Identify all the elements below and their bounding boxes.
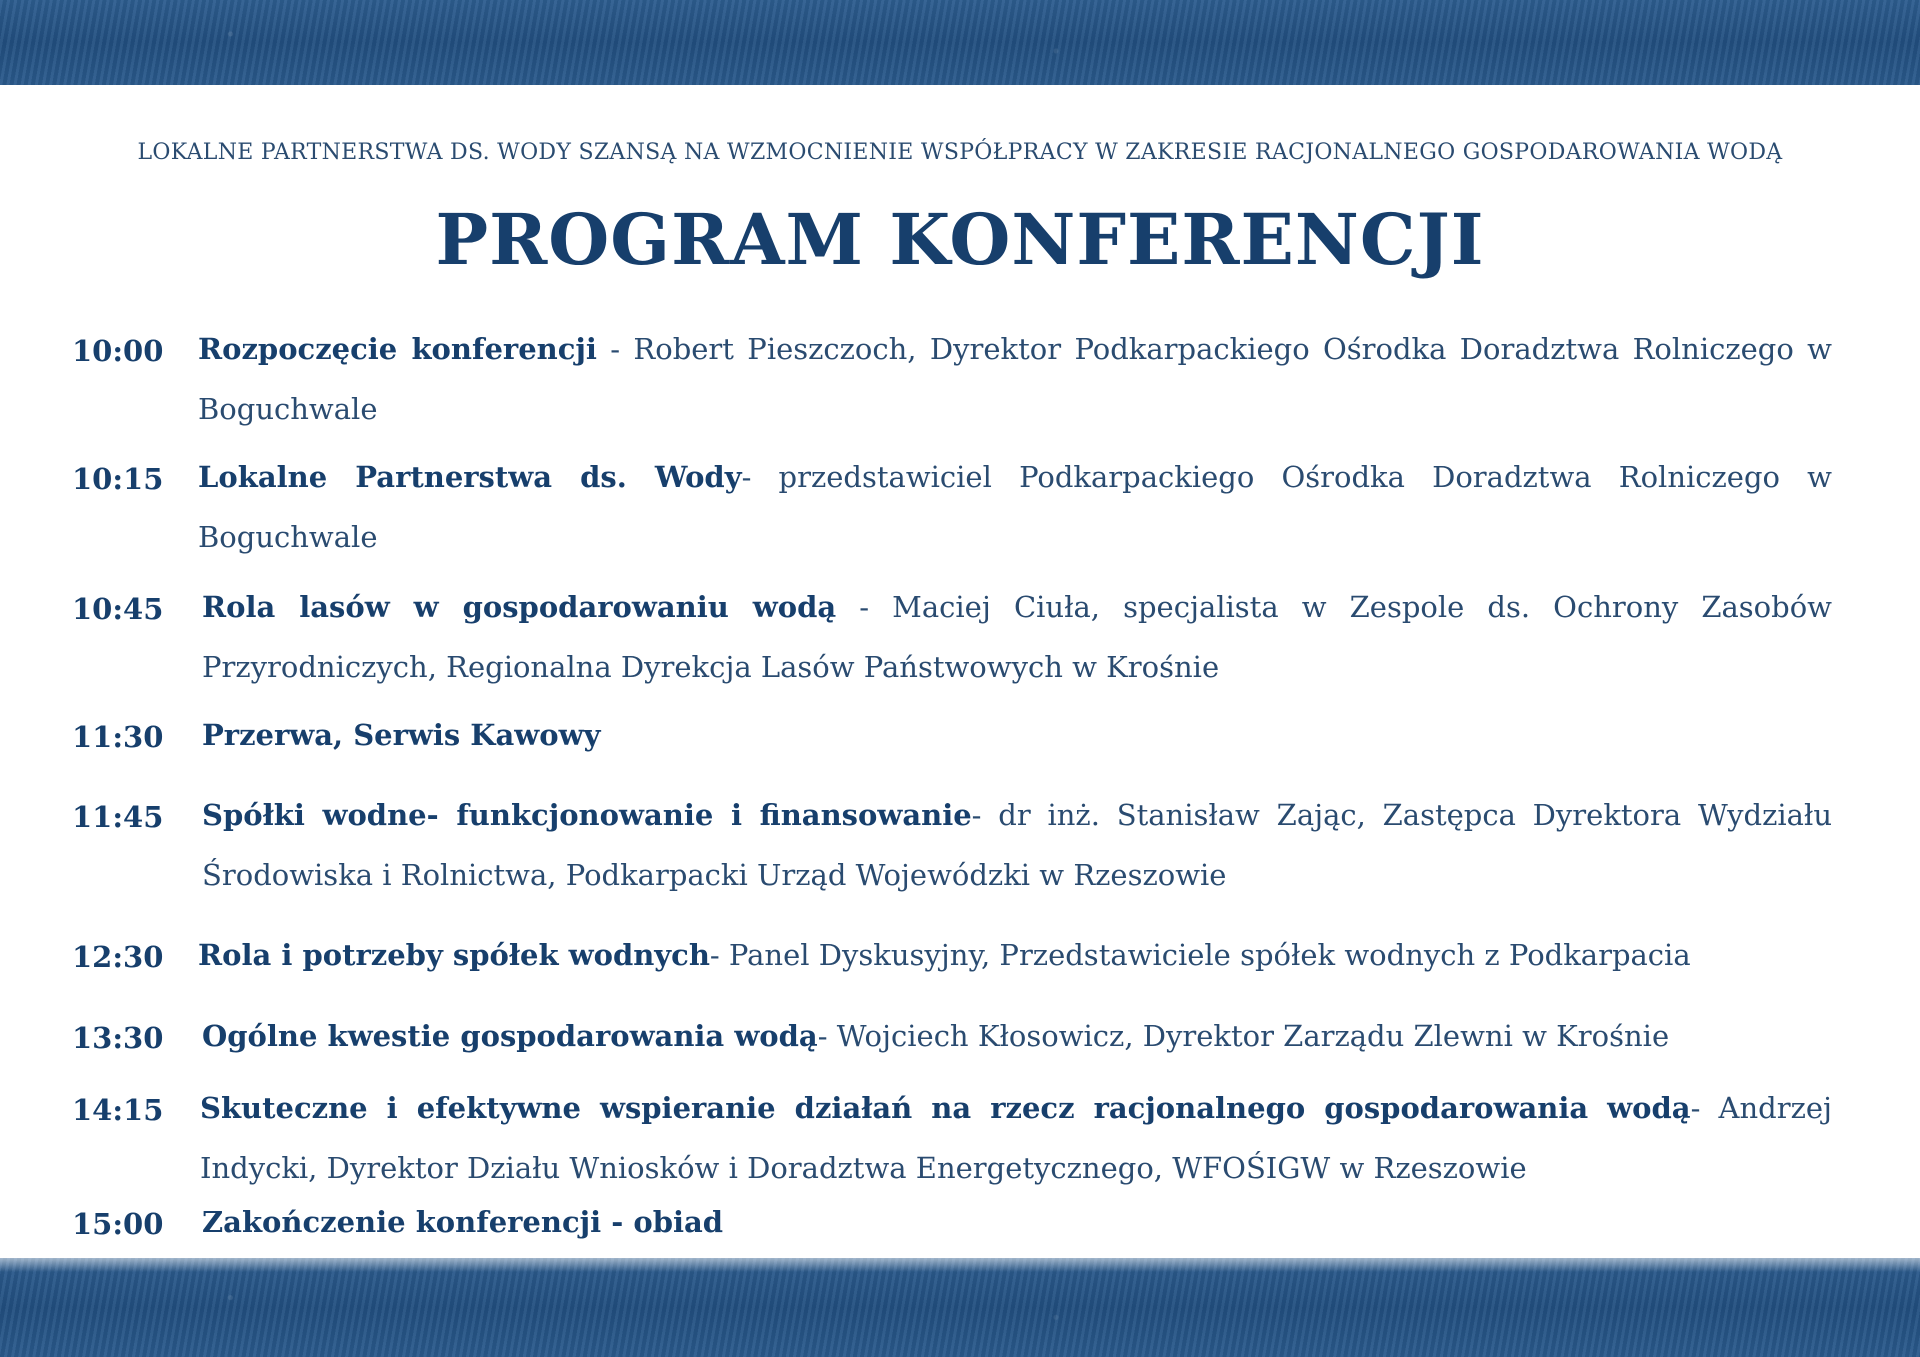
agenda-topic: Rola lasów w gospodarowaniu wodą: [202, 590, 837, 624]
agenda-time: 15:00: [72, 1207, 164, 1241]
agenda-topic: Spółki wodne- funkcjonowanie i finansowanie: [202, 798, 972, 832]
agenda-time: 10:15: [72, 462, 164, 496]
agenda-time: 11:30: [72, 720, 164, 754]
agenda-time: 10:45: [72, 592, 164, 626]
agenda-text: [202, 705, 1832, 765]
page-title: PROGRAM KONFERENCJI: [435, 198, 1485, 281]
agenda-time: 11:45: [72, 800, 164, 834]
agenda-text: [198, 447, 1832, 567]
agenda-text: [198, 925, 1848, 985]
agenda-details: - Wojciech Kłosowicz, Dyrektor Zarządu Zlewni w Krośnie: [817, 1019, 1670, 1053]
agenda-topic: Skuteczne i efektywne wspieranie działań na rzecz racjonalnego gospodarowania wodą: [200, 1091, 1691, 1125]
agenda-topic: Rola i potrzeby spółek wodnych: [198, 938, 710, 972]
agenda-time: 14:15: [72, 1093, 164, 1127]
agenda-time: 12:30: [72, 940, 164, 974]
agenda-time: 10:00: [72, 334, 164, 368]
conference-subtitle: LOKALNE PARTNERSTWA DS. WODY SZANSĄ NA WZMOCNIENIE WSPÓŁPRACY W ZAKRESIE RACJONALNEGO GOSPODAROWANIA WODĄ: [137, 140, 1783, 165]
agenda-details: - Panel Dyskusyjny, Przedstawiciele spółek wodnych z Podkarpacia: [709, 938, 1691, 972]
bottom-decorative-band: [0, 1258, 1920, 1357]
agenda-details: - Maciej Ciuła, specjalista w Zespole ds. Ochrony Zasobów Przyrodniczych, Regionalna Dyrekcja Lasów Państwowych w Krośnie: [202, 590, 1832, 684]
agenda-text: [202, 1006, 1832, 1066]
agenda-text: [202, 577, 1832, 697]
agenda-details: - Andrzej Indycki, Dyrektor Działu Wniosków i Doradztwa Energetycznego, WFOŚIGW w Rzeszowie: [200, 1091, 1833, 1185]
agenda-text: [202, 1192, 1832, 1252]
agenda-topic: Zakończenie konferencji - obiad: [202, 1205, 724, 1239]
agenda-text: [200, 1078, 1832, 1198]
agenda-topic: Rozpoczęcie konferencji: [198, 332, 597, 366]
agenda-topic: Przerwa, Serwis Kawowy: [202, 718, 601, 752]
agenda-details: - przedstawiciel Podkarpackiego Ośrodka Doradztwa Rolniczego w Boguchwale: [198, 460, 1832, 554]
agenda-text: [202, 785, 1832, 905]
agenda-topic: Lokalne Partnerstwa ds. Wody: [198, 460, 742, 494]
agenda-topic: Ogólne kwestie gospodarowania wodą: [202, 1019, 818, 1053]
agenda-time: 13:30: [72, 1021, 164, 1055]
agenda-details: - dr inż. Stanisław Zając, Zastępca Dyrektora Wydziału Środowiska i Rolnictwa, Podkarpacki Urząd Wojewódzki w Rzeszowie: [202, 798, 1832, 892]
agenda-details: - Robert Pieszczoch, Dyrektor Podkarpackiego Ośrodka Doradztwa Rolniczego w Boguchwale: [198, 332, 1832, 426]
agenda-text: [198, 319, 1832, 439]
